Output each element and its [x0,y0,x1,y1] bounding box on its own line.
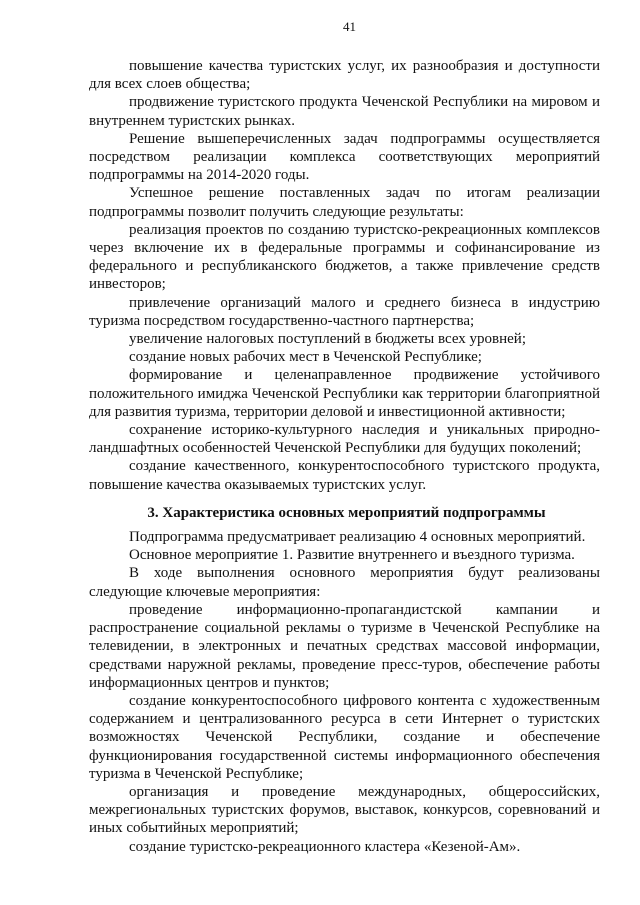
paragraph: сохранение историко-культурного наследия и уникальных природно-ландшафтных особенностей Чеченской Республики для будущих поколений; [89,422,600,457]
paragraph: Основное мероприятие 1. Развитие внутреннего и въездного туризма. [129,547,575,564]
paragraph: Подпрограмма предусматривает реализацию 4 основных мероприятий. [129,529,586,546]
paragraph: организация и проведение международных, общероссийских, межрегиональных туристских форумов, выставок, конкурсов, соревнований и иных событийных мероприятий; [89,783,600,837]
section-heading: 3. Характеристика основных мероприятий подпрограммы [147,504,546,521]
paragraph: создание качественного, конкурентоспособного туристского продукта, повышение качества оказываемых туристских услуг. [89,458,600,493]
paragraph: Успешное решение поставленных задач по итогам реализации подпрограммы позволит получить следующие результаты: [89,185,600,220]
paragraph: Решение вышеперечисленных задач подпрограммы осуществляется посредством реализации комплекса соответствующих мероприятий подпрограммы на 2014-2020 годы. [89,130,600,184]
paragraph: повышение качества туристских услуг, их разнообразия и доступности для всех слоев общества; [89,58,600,93]
paragraph: привлечение организаций малого и среднего бизнеса в индустрию туризма посредством государственно-частного партнерства; [89,294,600,329]
paragraph: продвижение туристского продукта Чеченской Республики на мировом и внутреннем туристских рынках. [89,94,600,129]
paragraph: создание туристско-рекреационного кластера «Кезеной-Ам». [129,838,521,855]
paragraph: создание конкурентоспособного цифрового контента с художественным содержанием и централизованного ресурса в сети Интернет о туристских возможностях Чеченской Республики, создание и обеспечение функционирования государственной системы информационного обеспечения туризма в Чеченской Республике; [89,692,600,782]
document-body [89,57,600,856]
page-number: 41 [343,19,356,34]
paragraph: увеличение налоговых поступлений в бюджеты всех уровней; [129,331,526,348]
paragraph: проведение информационно-пропагандистской кампании и распространение социальной рекламы о туризме в Чеченской Республике на телевидении, в электронных и печатных средствах массовой информации, средствами наружной рекламы, проведение пресс-туров, обеспечение работы информационных центров и пунктов; [89,601,600,691]
paragraph: В ходе выполнения основного мероприятия будут реализованы следующие ключевые мероприятия: [89,565,600,600]
paragraph: создание новых рабочих мест в Чеченской Республике; [129,349,482,366]
paragraph: формирование и целенаправленное продвижение устойчивого положительного имиджа Чеченской Республики как территории благоприятной для развития туризма, территории деловой и инвестиционной активности; [89,367,600,420]
paragraph: реализация проектов по созданию туристско-рекреационных комплексов через включение их в федеральные программы и софинансирование из федерального и республиканского бюджетов, а также привлечение средств инвесторов; [89,221,600,293]
